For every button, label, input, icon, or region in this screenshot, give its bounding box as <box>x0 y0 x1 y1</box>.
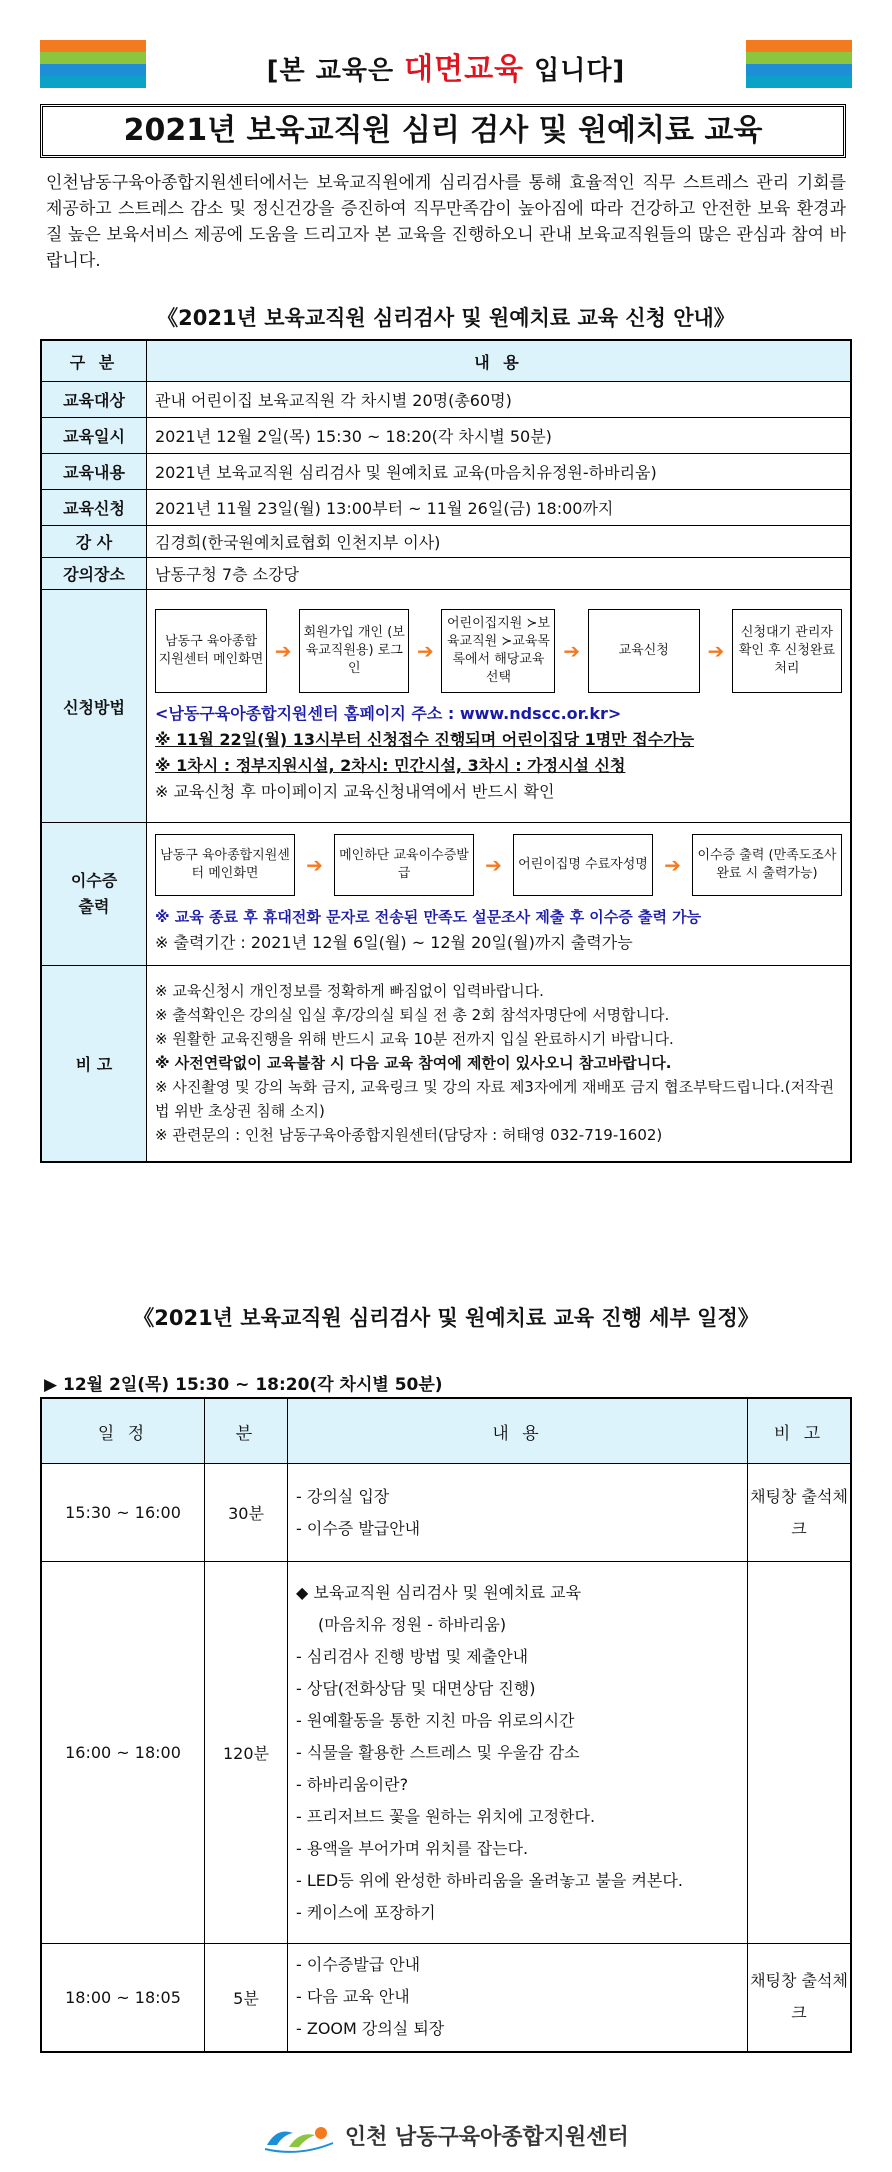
flow-step: 어린이집지원 ≻보육교직원 ≻교육목록에서 해당교육 선택 <box>441 609 555 693</box>
flow-step: 신청대기 관리자 확인 후 신청완료처리 <box>732 609 842 693</box>
row-label: 이수증 <box>70 871 118 890</box>
schedule-time: 18:00 ~ 18:05 <box>41 1944 205 2052</box>
schedule-table <box>40 1397 852 2053</box>
schedule-header-row <box>41 1398 851 1464</box>
flow-step: 메인하단 교육이수증발급 <box>334 834 474 896</box>
table-row-remarks <box>41 966 851 1162</box>
schedule-item: ◆ 보육교직원 심리검사 및 원예치료 교육 <box>296 1582 582 1602</box>
row-label: 신청방법 <box>41 590 147 823</box>
arrow-right-icon: ➔ <box>563 639 580 663</box>
table-row-certificate <box>41 823 851 966</box>
banner-pre: [본 교육은 <box>266 56 405 86</box>
table-row <box>41 418 851 454</box>
flow-step: 회원가입 개인 (보육교직원용) 로그인 <box>299 609 409 693</box>
center-logo-icon <box>263 2123 337 2153</box>
arrow-right-icon: ➔ <box>274 639 292 663</box>
schedule-item: - 식물을 활용한 스트레스 및 우울감 감소 <box>296 1742 580 1762</box>
apply-note: ※ 11월 22일(월) 13시부터 신청접수 진행되며 어린이집당 1명만 접수가능 <box>155 730 695 749</box>
schedule-time: 15:30 ~ 16:00 <box>41 1464 205 1562</box>
arrow-right-icon: ➔ <box>707 639 725 663</box>
banner-highlight: 대면교육 <box>404 52 525 87</box>
row-value: 김경희(한국원예치료협회 인천지부 이사) <box>147 526 852 558</box>
header-minutes: 분 <box>205 1398 288 1464</box>
face-to-face-banner <box>0 44 892 88</box>
footer-org-name: 인천 남동구육아종합지원센터 <box>344 2125 629 2150</box>
application-section-title: 《2021년 보육교직원 심리검사 및 원예치료 교육 신청 안내》 <box>157 306 735 330</box>
row-label: 교육일시 <box>41 418 147 454</box>
schedule-row <box>41 1944 851 2052</box>
arrow-right-icon: ➔ <box>664 853 681 877</box>
schedule-item: - 프리저브드 꽃을 원하는 위치에 고정한다. <box>296 1806 596 1826</box>
table-row <box>41 526 851 558</box>
schedule-minutes: 30분 <box>205 1464 288 1562</box>
schedule-item: - 원예활동을 통한 지친 마음 위로의시간 <box>296 1710 575 1730</box>
arrow-right-icon: ➔ <box>416 639 434 663</box>
header-time: 일 정 <box>41 1398 205 1464</box>
apply-flow <box>155 607 842 695</box>
schedule-item: - LED등 위에 완성한 하바리움을 올려놓고 불을 켜본다. <box>296 1870 683 1890</box>
table-header-row <box>41 340 851 382</box>
remark-line: ※ 교육신청시 개인정보를 정확하게 빠짐없이 입력바랍니다. <box>155 982 544 1001</box>
schedule-item: - 다음 교육 안내 <box>296 1987 410 2007</box>
table-row <box>41 490 851 526</box>
schedule-item: - 이수증 발급안내 <box>296 1518 421 1538</box>
header-note: 비 고 <box>748 1398 852 1464</box>
apply-note: ※ 교육신청 후 마이페이지 교육신청내역에서 반드시 확인 <box>155 782 555 801</box>
row-value: 남동구청 7층 소강당 <box>147 558 852 590</box>
schedule-note: 채팅창 출석체크 <box>748 1464 852 1562</box>
schedule-row <box>41 1464 851 1562</box>
table-row <box>41 558 851 590</box>
header-category: 구 분 <box>41 340 147 382</box>
remark-line: ※ 출석확인은 강의실 입실 후/강의실 퇴실 전 총 2회 참석자명단에 서명합니다. <box>155 1006 670 1025</box>
schedule-note: 채팅창 출석체크 <box>748 1944 852 2052</box>
schedule-item: - 하바리움이란? <box>296 1774 409 1794</box>
flow-step: 교육신청 <box>588 609 700 693</box>
schedule-item: - 용액을 부어가며 위치를 잡는다. <box>296 1838 529 1858</box>
schedule-date: ▶ 12월 2일(목) 15:30 ~ 18:20(각 차시별 50분) <box>44 1375 443 1395</box>
row-label: 출력 <box>78 897 110 916</box>
schedule-item: - ZOOM 강의실 퇴장 <box>296 2019 445 2039</box>
certificate-note: ※ 교육 종료 후 휴대전화 문자로 전송된 만족도 설문조사 제출 후 이수증 출력 가능 <box>155 908 702 926</box>
remark-line: ※ 사전연락없이 교육불참 시 다음 교육 참여에 제한이 있사오니 참고바랍니다. <box>155 1054 672 1073</box>
row-value: 2021년 보육교직원 심리검사 및 원예치료 교육(마음치유정원-하바리움) <box>147 454 852 490</box>
row-value: 2021년 12월 2일(목) 15:30 ~ 18:20(각 차시별 50분) <box>147 418 852 454</box>
schedule-row <box>41 1562 851 1944</box>
schedule-item: - 상담(전화상담 및 대면상담 진행) <box>296 1678 536 1698</box>
certificate-flow <box>155 832 842 898</box>
table-row <box>41 382 851 418</box>
flow-step: 남동구 육아종합 지원센터 메인화면 <box>155 609 267 693</box>
footer <box>0 2120 892 2153</box>
header-content: 내 용 <box>288 1398 748 1464</box>
schedule-item: - 심리검사 진행 방법 및 제출안내 <box>296 1646 529 1666</box>
schedule-item: - 강의실 입장 <box>296 1486 390 1506</box>
flow-step: 남동구 육아종합지원센터 메인화면 <box>155 834 295 896</box>
header-content: 내 용 <box>147 340 852 382</box>
row-label: 교육신청 <box>41 490 147 526</box>
row-label: 비 고 <box>41 966 147 1162</box>
arrow-right-icon: ➔ <box>485 853 502 877</box>
schedule-item: - 케이스에 포장하기 <box>296 1902 436 1922</box>
schedule-item: - 이수증발급 안내 <box>296 1955 421 1975</box>
remark-line: ※ 관련문의 : 인천 남동구육아종합지원센터(담당자 : 허태영 032-719-1602) <box>155 1126 663 1145</box>
flow-step: 어린이집명 수료자성명 <box>513 834 653 896</box>
banner-post: 입니다] <box>524 56 626 86</box>
certificate-note: ※ 출력기간 : 2021년 12월 6일(월) ~ 12월 20일(월)까지 출력가능 <box>155 933 633 952</box>
flow-step: 이수증 출력 (만족도조사 완료 시 출력가능) <box>692 834 842 896</box>
schedule-note <box>748 1562 852 1944</box>
application-info-table <box>40 339 852 1163</box>
table-row-apply <box>41 590 851 823</box>
row-label: 강 사 <box>41 526 147 558</box>
schedule-section-title: 《2021년 보육교직원 심리검사 및 원예치료 교육 진행 세부 일정》 <box>133 1306 759 1330</box>
row-label: 교육대상 <box>41 382 147 418</box>
row-label: 교육내용 <box>41 454 147 490</box>
arrow-right-icon: ➔ <box>306 853 323 877</box>
remark-line: ※ 원활한 교육진행을 위해 반드시 교육 10분 전까지 입실 완료하시기 바랍니다. <box>155 1030 674 1049</box>
schedule-item: (마음치유 정원 - 하바리움) <box>318 1614 507 1634</box>
homepage-address: <남동구육아종합지원센터 홈페이지 주소 : www.ndscc.or.kr> <box>155 704 622 723</box>
intro-paragraph: 인천남동구육아종합지원센터에서는 보육교직원에게 심리검사를 통해 효율적인 직무 스트레스 관리 기회를 제공하고 스트레스 감소 및 정신건강을 증진하여 직무만족감이 높아짐에 따라 건강하고 안전한 보육 환경과 질 높은 보육서비스 제공에 도움을 드리고자 본 교육을 진행하오니 관내 보육교직원들의 많은 관심과 참여 바랍니다. <box>46 173 846 271</box>
remark-line: ※ 사진촬영 및 강의 녹화 금지, 교육링크 및 강의 자료 제3자에게 재배포 금지 협조부탁드립니다.(저작권법 위반 초상권 침해 소지) <box>155 1078 835 1121</box>
row-value: 2021년 11월 23일(월) 13:00부터 ~ 11월 26일(금) 18:00까지 <box>147 490 852 526</box>
schedule-time: 16:00 ~ 18:00 <box>41 1562 205 1944</box>
table-row <box>41 454 851 490</box>
page-title: 2021년 보육교직원 심리 검사 및 원예치료 교육 <box>40 104 846 158</box>
schedule-minutes: 5분 <box>205 1944 288 2052</box>
row-label: 강의장소 <box>41 558 147 590</box>
schedule-minutes: 120분 <box>205 1562 288 1944</box>
apply-note: ※ 1차시 : 정부지원시설, 2차시: 민간시설, 3차시 : 가정시설 신청 <box>155 756 626 775</box>
row-value: 관내 어린이집 보육교직원 각 차시별 20명(총60명) <box>147 382 852 418</box>
